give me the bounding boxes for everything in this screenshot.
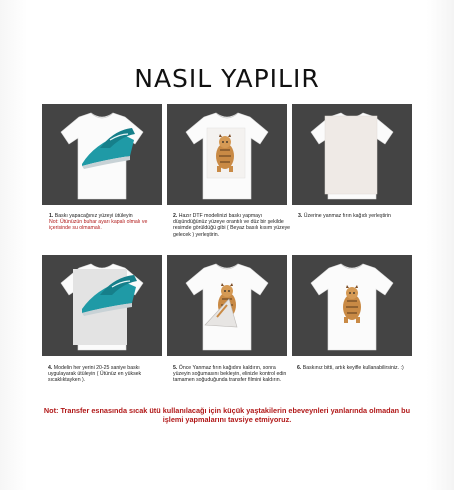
safety-note: Not: Transfer esnasında sıcak ütü kullanılacağı için küçük yaştakilerin ebeveynleri yanlarında olmadan bu işlemi yapmalarını tavsiye etmiyoruz. [43, 406, 411, 425]
step-3-caption: 3. Üzerine yanmaz fırın kağıdı yerleştirin [298, 213, 391, 219]
step-1-warning: Not: Ütünüzün buhar ayarı kapalı olmalı ve içerisinde su olmamalı. [49, 219, 148, 232]
step-1-caption: 1. Baskı yapacağınız yüzeyi ütüleyin Not: Ütünüzün buhar ayarı kapalı olmalı ve içerisinde su olmamalı. [49, 213, 148, 232]
page-title: NASIL YAPILIR [134, 64, 320, 93]
step-6-image [292, 255, 412, 356]
step-3-image [292, 104, 412, 205]
step-5-image [167, 255, 287, 356]
step-4-image [42, 255, 162, 356]
step-1-image [42, 104, 162, 205]
step-2-image [167, 104, 287, 205]
step-6-caption: 6. Baskınız bitti, artık keyifle kullanabilirsiniz. :) [297, 365, 404, 371]
step-4-caption: 4. Modelin her yerini 20-25 saniye baskı uygulayarak ütüleyin ( Ütünüz en yüksek sıcaklıktayken ). [48, 365, 142, 384]
step-5-caption: 5. Önce Yanmaz fırın kağıdını kaldırın, sonra yüzeyin soğumasını bekleyin, elinizle kontrol edin tamamen soğuduğunda transfer filmini kaldırın. [173, 365, 287, 384]
step-2-caption: 2. Hazır DTF modelinizi baskı yapmayı düşündüğünüz yüzeye orantılı ve düz bir şekilde resimde görüldüğü gibi ( Beyaz basılı kısım yüzeye gelecek ) yerleştirin. [173, 213, 291, 238]
baking-paper-icon [325, 116, 377, 194]
